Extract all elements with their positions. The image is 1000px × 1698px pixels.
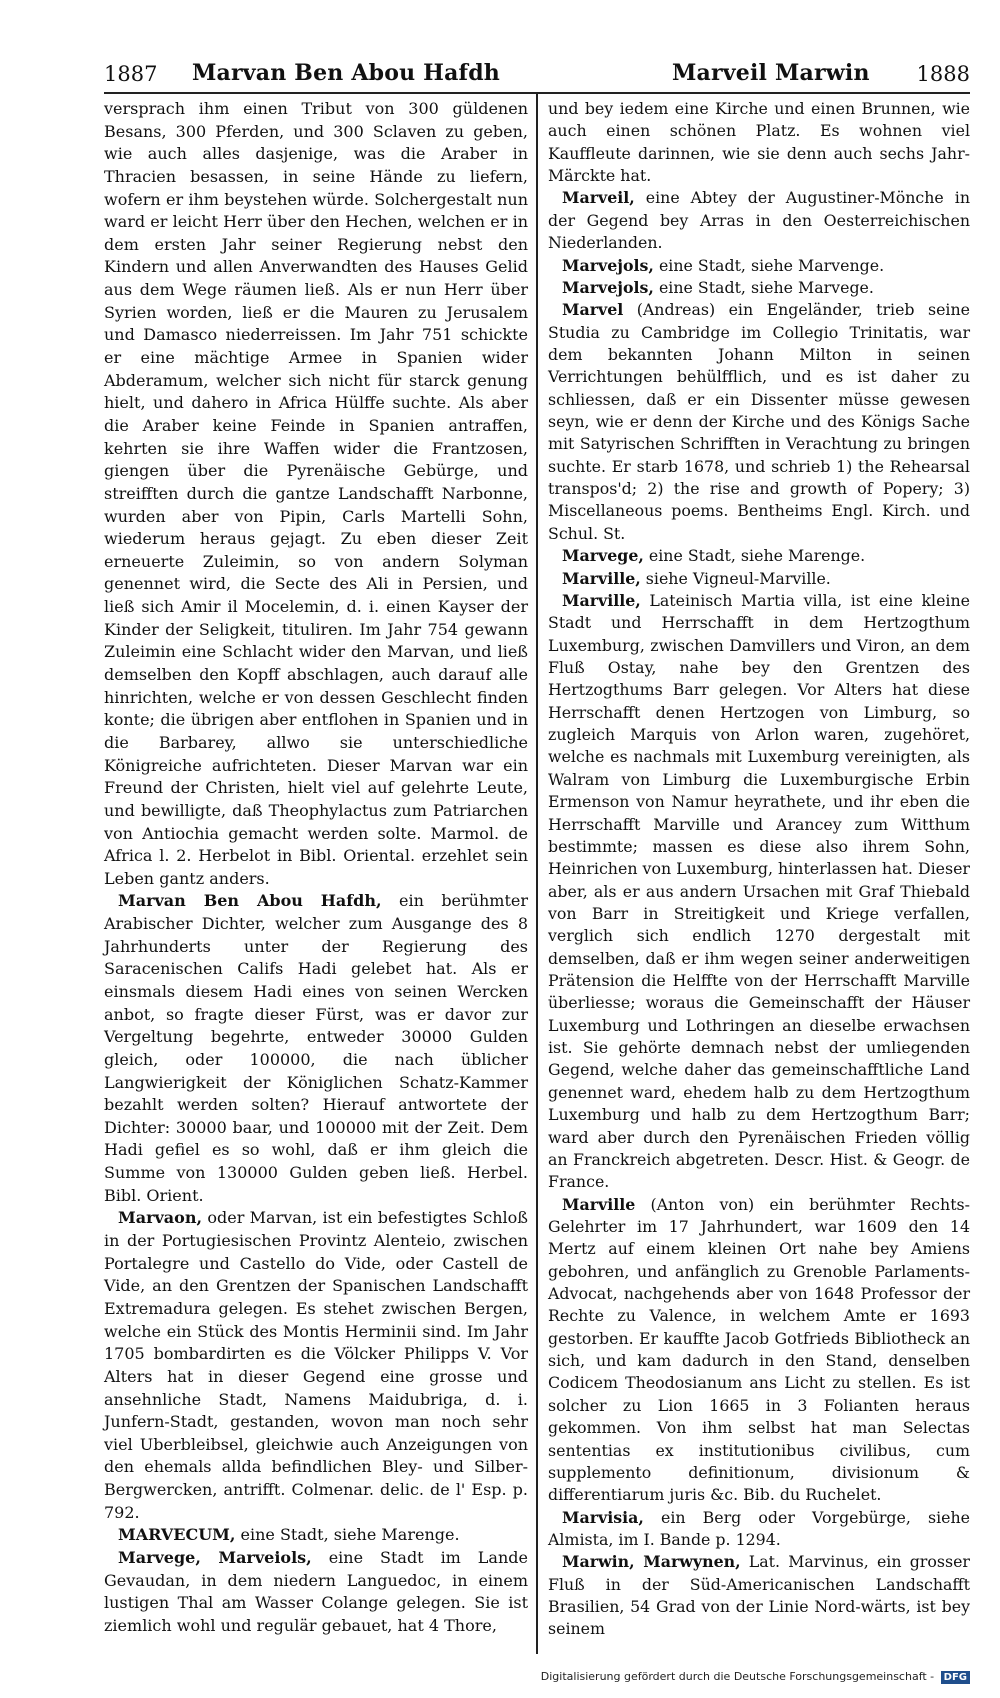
entry-text: eine Stadt, siehe Marvenge.: [653, 255, 885, 275]
entry-text: ein Berg oder Vorgebürge, siehe Almista, im I. Bande p. 1294.: [548, 1507, 970, 1549]
right-running-title: Marveil Marwin: [672, 60, 870, 86]
entry-headword: Marville,: [562, 568, 641, 588]
entry-paragraph: [548, 1194, 970, 1507]
entry-paragraph: [548, 1551, 970, 1640]
entry-headword: Marvege, Marveiols,: [118, 1548, 312, 1567]
entry-text: und bey iedem eine Kirche und einen Brunnen, wie auch einen schönen Platz. Es wohnen viel Kauffleute darinnen, wie sie denn auch sechs Jahr-Märckte hat.: [548, 99, 970, 186]
entry-paragraph: [104, 98, 528, 890]
page-header: [104, 56, 970, 90]
entry-text: versprach ihm einen Tribut von 300 güldenen Besans, 300 Pferden, und 300 Sclaven zu geben, wie auch alles dasjenige, was die Araber in Thracien besassen, in seine Hände zu liefern, wofern er ihm beystehen würde. Solchergestalt nun ward er leicht Herr über den Hechen, welchen er in dem ersten Jahr seiner Regierung nebst den Kindern und allen Anverwandten des Hauses Gelid aus dem Wege räumen ließ. Als er nun Herr über Syrien worden, ließ er die Mauren zu Jerusalem und Damasco niederreissen. Im Jahr 751 schickte er eine mächtige Armee in Spanien wider Abderamum, welcher sich nicht für starck genung hielt, und dahero in Africa Hülffe suchte. Als aber die Araber keine Feinde in Spanien antraffen, kehrten sie ihre Waffen wider die Frantzosen, giengen über die Pyrenäische Gebürge, und streifften durch die gantze Landschafft Narbonne, wurden aber von Pipin, Carls Martelli Sohn, wiederum heraus gejagt. Zu eben dieser Zeit erneuerte Zuleimin, so von andern Solyman genennet wird, die Secte des Ali in Persien, und ließ sich Amir il Mocelemin, d. i. einen Kayser der Kinder der Seligkeit, tituliren. Im Jahr 754 gewann Zuleimin eine Schlacht wider den Marvan, und ließ demselben den Kopff abschlagen, auch darauf alle hinrichten, welche er von dessen Geschlecht finden konte; die übrigen aber entflohen in Spanien und in die Barbarey, allwo sie unterschiedliche Königreiche aufrichteten. Dieser Marvan war ein Freund der Christen, hielt viel auf gelehrte Leute, und bewilligte, daß Theophylactus zum Patriarchen von Antiochia gemacht werden solte. Marmol. de Africa l. 2. Herbelot in Bibl. Oriental. erzehlet sein Leben gantz anders.: [104, 99, 528, 888]
entry-headword: Marwin, Marwynen,: [562, 1552, 741, 1572]
entry-paragraph: [548, 98, 970, 187]
entry-text: siehe Vigneul-Marville.: [640, 568, 831, 588]
entry-headword: Marvege,: [562, 546, 644, 566]
entry-text: eine Stadt, siehe Marenge.: [643, 546, 866, 566]
entry-paragraph: [548, 590, 970, 1194]
entry-text: eine Stadt im Lande Gevaudan, in dem niedern Languedoc, in einem lustigen Thal am Wasser Colange gelegen. Sie ist ziemlich wohl und regulär gebauet, hat 4 Thore,: [104, 1548, 528, 1635]
entry-headword: Marvejols,: [562, 255, 654, 275]
entry-headword: Marville,: [562, 590, 641, 610]
entry-headword: Marveil,: [562, 188, 635, 208]
entry-headword: MARVECUM,: [118, 1525, 236, 1545]
entry-headword: Marvaon,: [118, 1208, 203, 1228]
entry-paragraph: [104, 1524, 528, 1547]
entry-text: (Andreas) ein Engeländer, trieb seine Studia zu Cambridge im Collegio Trinitatis, war dem bekannten Johann Milton in seinen Verrichtungen behülfflich, und es ist daher zu schliessen, daß er ein Dissenter müsse gewesen seyn, wie er denn der Kirche und des Königs Sache mit Satyrischen Schrifften in Verachtung zu bringen suchte. Er starb 1678, und schrieb 1) the Rehearsal transpos'd; 2) the rise and growth of Popery; 3) Miscellaneous poems. Bentheims Engl. Kirch. und Schul. St.: [548, 300, 970, 543]
entry-paragraph: [548, 255, 970, 277]
entry-headword: Marville: [562, 1194, 636, 1214]
entry-text: eine Abtey der Augustiner-Mönche in der Gegend bey Arras in den Oesterreichischen Niederlanden.: [548, 188, 970, 253]
column-divider: [536, 94, 538, 1654]
entry-text: eine Stadt, siehe Marenge.: [235, 1525, 460, 1545]
entry-text: Lat. Marvinus, ein grosser Fluß in der Süd-Americanischen Landschafft Brasilien, 54 Grad von der Linie Nord-wärts, ist bey seinem: [548, 1552, 970, 1639]
entry-text: ein berühmter Arabischer Dichter, welcher zum Ausgange des 8 Jahrhunderts unter der Regierung des Saracenischen Califs Hadi gelebet hat. Als er einsmals diesem Hadi eines von seinen Wercken anbot, so fragte dieser Fürst, was er davor zur Vergeltung begehrte, entweder 30000 Gulden gleich, oder 100000, die nach üblicher Langwierigkeit der Königlichen Schatz-Kammer bezahlt werden solten? Hierauf antwortete der Dichter: 30000 baar, und 100000 mit der Zeit. Dem Hadi gefiel es so wohl, daß er ihm gleich die Summe von 130000 Gulden geben ließ. Herbel. Bibl. Orient.: [104, 891, 529, 1205]
entry-headword: Marvisia,: [562, 1507, 644, 1527]
right-column: [548, 98, 970, 1641]
entry-paragraph: [548, 545, 970, 567]
left-running-title: Marvan Ben Abou Hafdh: [192, 60, 500, 86]
entry-paragraph: [104, 1207, 528, 1524]
entry-paragraph: [548, 299, 970, 545]
footer-credit: [541, 1670, 970, 1684]
entry-paragraph: [548, 187, 970, 254]
entry-paragraph: [104, 890, 528, 1207]
left-column: [104, 98, 528, 1638]
entry-text: Lateinisch Martia villa, ist eine kleine Stadt und Herrschafft in dem Hertzogthum Luxemburg, zwischen Damvillers und Viron, an dem Fluß Ostay, nahe bey den Grentzen des Hertzogthums Barr gelegen. Vor Alters hat diese Herrschafft denen Hertzogen von Limburg, so zugleich Marquis von Arlon waren, zugehöret, welche es nachmals mit Luxemburg vereinigten, als Walram von Limburg die Luxemburgische Erbin Ermenson von Namur heyrathete, und ihr eben die Herrschafft Marville und Arancey zum Witthum bestimmte; massen es diese also ihrem Sohn, Heinrichen von Luxemburg, hinterlassen hat. Dieser aber, als er aus andern Ursachen mit Graf Thiebald von Barr in Streitigkeit und Kriege verfallen, verglich sich endlich 1270 dergestalt mit demselben, daß er ihm wegen seiner anderweitigen Prätension die Helffte von der Herrschafft Marville überliesse; woraus die Gemeinschafft der Häuser Luxemburg und Lothringen an dieselbe erwachsen ist. Sie gehörte demnach nebst der umliegenden Gegend, welche daher das gemeinschafftliche Land genennet ward, ehedem halb zu dem Hertzogthum Luxemburg und halb zu dem Hertzogthum Barr; ward aber durch den Pyrenäischen Frieden völlig an Franckreich abgetreten. Descr. Hist. & Geogr. de France.: [548, 590, 970, 1192]
entry-paragraph: [548, 568, 970, 590]
dfg-logo: DFG: [941, 1671, 970, 1684]
entry-headword: Marvel: [562, 300, 624, 320]
entry-headword: Marvan Ben Abou Hafdh,: [118, 891, 382, 911]
entry-text: eine Stadt, siehe Marvege.: [653, 277, 874, 297]
entry-paragraph: [548, 277, 970, 299]
left-page-number: 1887: [104, 62, 158, 86]
entry-text: (Anton von) ein berühmter Rechts-Gelehrter im 17 Jahrhundert, war 1609 den 14 Mertz auf einem kleinen Ort nahe bey Amiens gebohren, und anfänglich zu Grenoble Parlaments-Advocat, nachgehends aber von 1648 Professor der Rechte zu Valence, in welchem Amte er 1693 gestorben. Er kauffte Jacob Gotfrieds Bibliotheck an sich, und kam dadurch in den Stand, denselben Codicem Theodosianum ans Licht zu stellen. Es ist solcher zu Lion 1665 in 3 Folianten heraus gekommen. Von ihm selbst hat man Selectas sententias ex institutionibus civilibus, cum supplemento definitionum, divisionum & differentiarum juris &c. Bib. du Ruchelet.: [548, 1194, 970, 1505]
right-page-number: 1888: [916, 62, 970, 86]
entry-text: oder Marvan, ist ein befestigtes Schloß in der Portugiesischen Provintz Alenteio, zwischen Portalegre und Castello do Vide, oder Castell de Vide, an den Grentzen der Spanischen Landschafft Extremadura gelegen. Es stehet zwischen Bergen, welche ein Stück des Montis Herminii sind. Im Jahr 1705 bombardirten es die Völcker Philipps V. Vor Alters hat in dieser Gegend eine grosse und ansehnliche Stadt, Namens Maidubriga, d. i. Junfern-Stadt, gestanden, wovon man noch sehr viel Uberbleibsel, gleichwie auch Anzeigungen von den ehemals allda befindlichen Bley- und Silber-Bergwercken, antrifft. Colmenar. delic. de l' Esp. p. 792.: [104, 1208, 528, 1522]
entry-paragraph: [104, 1547, 528, 1638]
entry-headword: Marvejols,: [562, 277, 654, 297]
entry-paragraph: [548, 1507, 970, 1552]
footer-credit-text: Digitalisierung gefördert durch die Deutsche Forschungsgemeinschaft -: [540, 1670, 935, 1683]
